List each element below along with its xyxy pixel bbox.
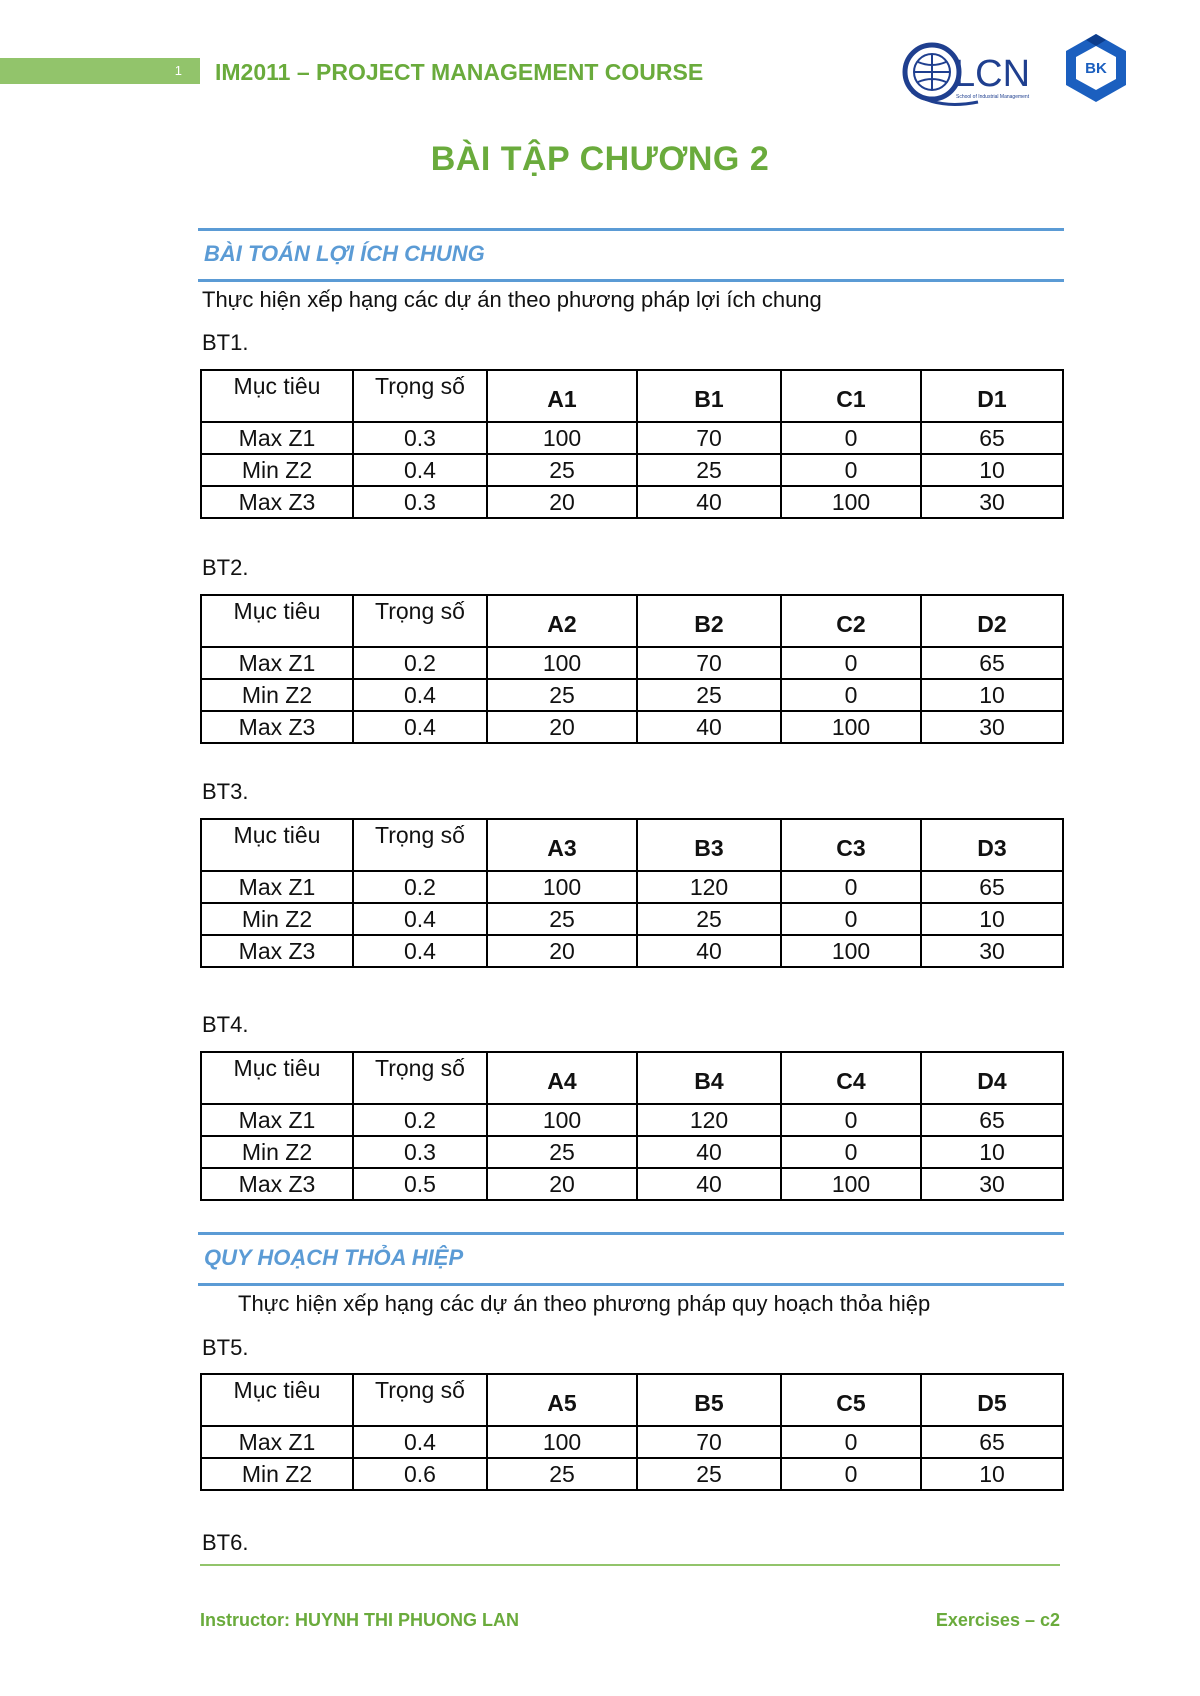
table-cell: 25: [487, 454, 637, 486]
table-cell: 30: [921, 1168, 1063, 1200]
header-cell-project: C1: [781, 370, 921, 422]
table-cell: 65: [921, 647, 1063, 679]
table-cell: Min Z2: [201, 903, 353, 935]
section-heading-text: BÀI TOÁN LỢI ÍCH CHUNG: [204, 241, 485, 266]
exercise-table-bt3: [200, 818, 1064, 968]
table-row: [201, 903, 1063, 935]
table-row: [201, 871, 1063, 903]
table-row: [201, 1426, 1063, 1458]
page-title: BÀI TẬP CHƯƠNG 2: [430, 140, 770, 178]
table-cell: Min Z2: [201, 454, 353, 486]
table-cell: 20: [487, 486, 637, 518]
table-cell: 25: [637, 1458, 781, 1490]
table-cell: 0: [781, 903, 921, 935]
bk-logo-text: BK: [1085, 60, 1107, 77]
page-number-bar: [0, 58, 200, 84]
header-cell-project: D2: [921, 595, 1063, 647]
table-cell: 100: [781, 935, 921, 967]
table-row: [201, 711, 1063, 743]
course-title: IM2011 – PROJECT MANAGEMENT COURSE: [215, 59, 704, 85]
table-cell: 10: [921, 1136, 1063, 1168]
exercise-label: BT2.: [202, 555, 249, 580]
header-cell-project: A1: [487, 370, 637, 422]
table-cell: 0.4: [353, 903, 487, 935]
table-cell: 40: [637, 935, 781, 967]
header-cell-objective: Mục tiêu: [201, 1374, 353, 1426]
table-cell: 0: [781, 1458, 921, 1490]
table-cell: 65: [921, 1426, 1063, 1458]
section-heading-text: QUY HOẠCH THỎA HIỆP: [204, 1245, 464, 1270]
table-cell: 65: [921, 422, 1063, 454]
table-cell: 100: [781, 711, 921, 743]
footer-instructor: Instructor: HUYNH THI PHUONG LAN: [200, 1610, 519, 1630]
header-cell-project: C2: [781, 595, 921, 647]
table-cell: Max Z1: [201, 647, 353, 679]
table-cell: Max Z3: [201, 486, 353, 518]
table-cell: 30: [921, 711, 1063, 743]
table-cell: 0.4: [353, 935, 487, 967]
section-heading-compromise-programming: [198, 1232, 1064, 1286]
section-heading-common-benefit: [198, 228, 1064, 282]
table-cell: 0.4: [353, 711, 487, 743]
table-row: [201, 647, 1063, 679]
table-cell: 25: [487, 1136, 637, 1168]
footer-divider: [200, 1564, 1060, 1566]
header-cell-project: B5: [637, 1374, 781, 1426]
table-cell: 0: [781, 871, 921, 903]
table-cell: 30: [921, 935, 1063, 967]
exercise-table-bt1: [200, 369, 1064, 519]
header-cell-project: B3: [637, 819, 781, 871]
table-cell: 0.2: [353, 1104, 487, 1136]
table-cell: Min Z2: [201, 1458, 353, 1490]
header-cell-project: A2: [487, 595, 637, 647]
exercise-label: BT4.: [202, 1012, 249, 1037]
header-cell-project: C3: [781, 819, 921, 871]
table-cell: 25: [487, 903, 637, 935]
table-cell: 0.2: [353, 647, 487, 679]
page-number: 1: [174, 63, 182, 78]
table-cell: 100: [487, 871, 637, 903]
table-cell: 0.3: [353, 422, 487, 454]
section-intro: Thực hiện xếp hạng các dự án theo phương pháp quy hoạch thỏa hiệp: [238, 1291, 931, 1316]
table-cell: 0.4: [353, 1426, 487, 1458]
header-cell-project: D1: [921, 370, 1063, 422]
table-cell: 10: [921, 679, 1063, 711]
table-row: [201, 454, 1063, 486]
header-cell-project: B2: [637, 595, 781, 647]
table-cell: 0.4: [353, 679, 487, 711]
exercise-label: BT5.: [202, 1335, 249, 1360]
header-cell-objective: Mục tiêu: [201, 370, 353, 422]
table-cell: 20: [487, 1168, 637, 1200]
header-cell-project: A4: [487, 1052, 637, 1104]
exercise-table-bt2: [200, 594, 1064, 744]
table-cell: 0.3: [353, 1136, 487, 1168]
table-cell: 30: [921, 486, 1063, 518]
exercise-table-bt5: [200, 1373, 1064, 1491]
header-cell-project: A5: [487, 1374, 637, 1426]
table-cell: 70: [637, 1426, 781, 1458]
table-cell: 100: [487, 647, 637, 679]
table-cell: 25: [637, 903, 781, 935]
table-cell: 0: [781, 1426, 921, 1458]
table-row: [201, 935, 1063, 967]
header-cell-weight: Trọng số: [353, 595, 487, 647]
table-cell: 100: [781, 1168, 921, 1200]
table-cell: Min Z2: [201, 1136, 353, 1168]
exercise-table-bt4: [200, 1051, 1064, 1201]
header-cell-objective: Mục tiêu: [201, 595, 353, 647]
table-cell: 0.2: [353, 871, 487, 903]
table-cell: 40: [637, 486, 781, 518]
table-cell: 65: [921, 1104, 1063, 1136]
table-cell: 10: [921, 1458, 1063, 1490]
table-cell: Max Z3: [201, 1168, 353, 1200]
table-cell: 40: [637, 1168, 781, 1200]
bk-logo: [1060, 32, 1132, 104]
exercise-label: BT1.: [202, 330, 249, 355]
header-cell-project: D5: [921, 1374, 1063, 1426]
header-cell-project: C4: [781, 1052, 921, 1104]
table-cell: 0: [781, 422, 921, 454]
table-cell: 25: [487, 1458, 637, 1490]
table-row: [201, 1136, 1063, 1168]
table-cell: 0: [781, 1136, 921, 1168]
table-row: [201, 1104, 1063, 1136]
table-cell: 120: [637, 871, 781, 903]
table-row: [201, 486, 1063, 518]
header-cell-weight: Trọng số: [353, 819, 487, 871]
lcn-logo-text: LCN: [954, 53, 1031, 95]
table-cell: 100: [487, 422, 637, 454]
table-cell: Max Z1: [201, 1104, 353, 1136]
table-cell: Max Z1: [201, 1426, 353, 1458]
table-cell: Max Z3: [201, 711, 353, 743]
header-cell-project: D4: [921, 1052, 1063, 1104]
table-cell: 120: [637, 1104, 781, 1136]
lcn-logo-subtext: School of Industrial Management: [956, 94, 1030, 100]
header-cell-project: C5: [781, 1374, 921, 1426]
table-row: [201, 1458, 1063, 1490]
table-cell: Max Z1: [201, 422, 353, 454]
table-cell: 0.4: [353, 454, 487, 486]
table-cell: 70: [637, 647, 781, 679]
header-cell-project: A3: [487, 819, 637, 871]
header-cell-weight: Trọng số: [353, 1052, 487, 1104]
footer-chapter: Exercises – c2: [935, 1610, 1060, 1630]
table-cell: 25: [487, 679, 637, 711]
table-cell: 10: [921, 903, 1063, 935]
header-cell-weight: Trọng số: [353, 370, 487, 422]
table-cell: Max Z3: [201, 935, 353, 967]
table-row: [201, 1168, 1063, 1200]
table-cell: 40: [637, 1136, 781, 1168]
table-cell: 20: [487, 935, 637, 967]
header-cell-project: D3: [921, 819, 1063, 871]
table-cell: 0: [781, 1104, 921, 1136]
section-intro: Thực hiện xếp hạng các dự án theo phương pháp lợi ích chung: [202, 287, 822, 312]
header-cell-objective: Mục tiêu: [201, 1052, 353, 1104]
table-cell: 65: [921, 871, 1063, 903]
table-cell: 0.5: [353, 1168, 487, 1200]
header-cell-project: B4: [637, 1052, 781, 1104]
table-cell: 0: [781, 679, 921, 711]
table-row: [201, 679, 1063, 711]
table-cell: 100: [781, 486, 921, 518]
header-cell-project: B1: [637, 370, 781, 422]
lcn-logo: [898, 36, 1038, 112]
table-cell: 20: [487, 711, 637, 743]
table-cell: 70: [637, 422, 781, 454]
table-cell: Max Z1: [201, 871, 353, 903]
header-cell-objective: Mục tiêu: [201, 819, 353, 871]
table-cell: Min Z2: [201, 679, 353, 711]
table-cell: 0.3: [353, 486, 487, 518]
exercise-label: BT3.: [202, 779, 249, 804]
table-cell: 10: [921, 454, 1063, 486]
table-cell: 25: [637, 679, 781, 711]
table-cell: 40: [637, 711, 781, 743]
exercise-label: BT6.: [202, 1530, 249, 1555]
table-cell: 100: [487, 1104, 637, 1136]
table-cell: 25: [637, 454, 781, 486]
table-cell: 100: [487, 1426, 637, 1458]
table-cell: 0.6: [353, 1458, 487, 1490]
table-row: [201, 422, 1063, 454]
table-cell: 0: [781, 647, 921, 679]
header-cell-weight: Trọng số: [353, 1374, 487, 1426]
table-cell: 0: [781, 454, 921, 486]
